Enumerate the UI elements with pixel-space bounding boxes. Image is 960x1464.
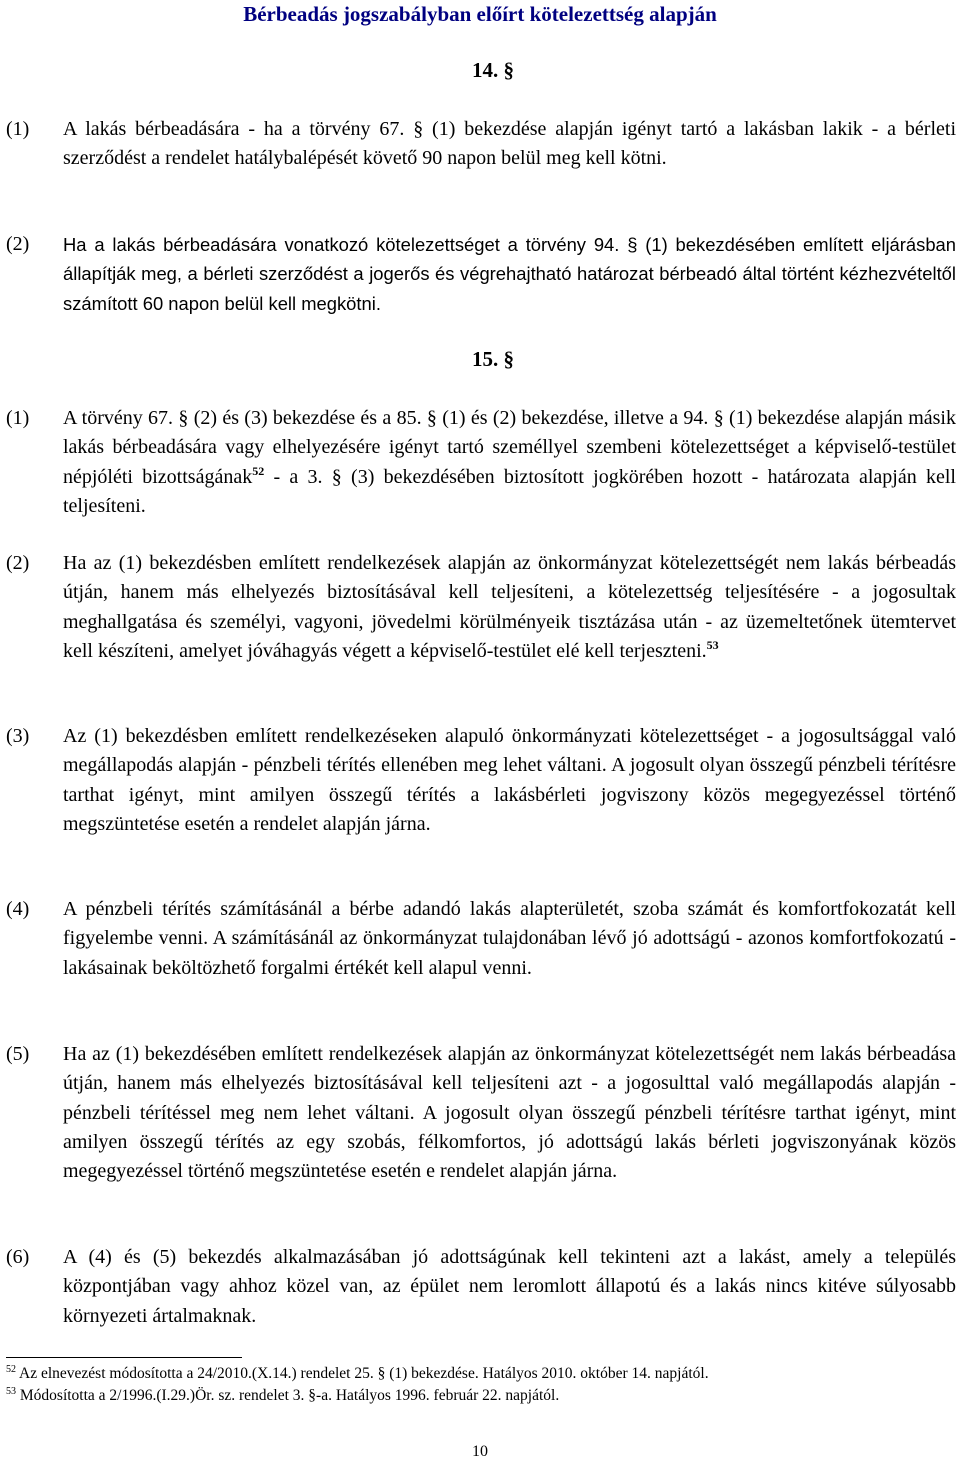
paragraph-text: Ha az (1) bekezdésben említett rendelkezések alapján az önkormányzat kötelezettségét nem lakás bérbeadás útján, hanem más elhelyezés biztosításával kell teljesíteni, a kötelezettség teljesítésére - a jogosultak meghallgatása és személyi, vagyoni, jövedelmi körülményeik tisztázása után - az üzemeltetőnek ütemtervet kell készíteni, amelyet jóváhagyás végett a képviselő-testület elé kell terjeszteni.$^{53}$ — [63, 552, 956, 662]
footnote-text: Módosította a 2/1996.(I.29.)Ör. sz. rendelet 3. §-a. Hatályos 1996. február 22. napjától. — [19, 1387, 560, 1404]
footnote-number: 52 — [6, 1364, 16, 1375]
section-heading-14: 14. § — [472, 58, 514, 82]
paragraph-text: A (4) és (5) bekezdés alkalmazásában jó adottságúnak kell tekinteni azt a lakást, amely a település központjában vagy ahhoz közel van, az épület nem leromlott állapotú és a lakás nincs kitéve súlyosabb környezeti ártalmaknak. — [63, 1246, 956, 1327]
paragraph-text: Ha az (1) bekezdésében említett rendelkezések alapján az önkormányzat kötelezettségét nem lakás bérbeadása útján, hanem más elhelyezés biztosításával kell teljesíteni azt - a jogosulttal való megállapodás alapján - pénzbeli térítéssel meg nem lehet váltani. A jogosult olyan összegű pénzbeli térítésre tarthat igényt, mint amilyen összegű térítés az egy szobás, félkomfortos, jó adottságú lakás bérleti jogviszonyának közös megegyezéssel történő megszüntetése esetén e rendelet alapján járna. — [63, 1043, 956, 1183]
paragraph-number: (1) — [6, 407, 30, 429]
paragraph-text: A lakás bérbeadására - ha a törvény 67. § (1) bekezdése alapján igényt tartó a lakásban lakik - a bérleti szerződést a rendelet hatálybalépését követő 90 napon belül meg kell kötni. — [63, 118, 956, 170]
page-number: 10 — [472, 1443, 488, 1460]
paragraph-number: (2) — [6, 233, 30, 255]
paragraph-text: Ha a lakás bérbeadására vonatkozó kötelezettséget a törvény 94. § (1) bekezdésében említett eljárásban állapítják meg, a bérleti szerződést a jogerős és végrehajtható határozat bérbeadó által történt kézhezvételtől számított 60 napon belül kell megkötni. — [63, 234, 956, 314]
footnote-divider — [6, 1357, 242, 1358]
paragraph-text: A pénzbeli térítés számításánál a bérbe adandó lakás alapterületét, szoba számát és komfortfokozatát kell figyelembe venni. A számításánál az önkormányzat tulajdonában lévő jó adottságú - azonos komfortfokozatú - lakásainak beköltözhető forgalmi értékét kell alapul venni. — [63, 898, 956, 979]
document-title: Bérbeadás jogszabályban előírt kötelezettség alapján — [243, 2, 717, 26]
footnote-text: Az elnevezést módosította a 24/2010.(X.14.) rendelet 25. § (1) bekezdése. Hatályos 2010. október 14. napjától. — [19, 1365, 709, 1382]
paragraph-number: (6) — [6, 1246, 30, 1268]
paragraph-15-2 — [6, 549, 956, 666]
footnote-52 — [6, 1365, 709, 1383]
paragraph-number: (1) — [6, 118, 30, 140]
paragraph-number: (5) — [6, 1043, 30, 1065]
footnote-ref-53[interactable]: 53 — [706, 637, 719, 652]
paragraph-15-3 — [6, 722, 956, 839]
paragraph-15-1 — [6, 404, 956, 521]
paragraph-15-4 — [6, 895, 956, 983]
section-heading-15: 15. § — [472, 347, 514, 371]
paragraph-15-5 — [6, 1040, 956, 1186]
footnote-53 — [6, 1387, 559, 1405]
footnote-ref-52[interactable]: 52 — [252, 463, 265, 478]
paragraph-text: Az (1) bekezdésben említett rendelkezéseken alapuló önkormányzati kötelezettséget - a jogosultsággal való megállapodás alapján - pénzbeli térítés ellenében meg lehet váltani. A jogosult olyan összegű pénzbeli térítésre tarthat igényt, mint amilyen összegű térítés a lakásbérleti jogviszony közös megegyezéssel történő megszüntetése esetén a rendelet alapján járna. — [63, 725, 956, 835]
paragraph-number: (2) — [6, 552, 30, 574]
footnote-number: 53 — [6, 1386, 16, 1397]
paragraph-15-6 — [6, 1243, 956, 1331]
paragraph-number: (3) — [6, 725, 30, 747]
paragraph-text: A törvény 67. § (2) és (3) bekezdése és a 85. § (1) és (2) bekezdése, illetve a 94. § (1) bekezdése alapján másik lakás bérbeadására vagy elhelyezésére igényt tartó személlyel szembeni kötelezettséget a képviselő-testület népjóléti bizottságának$^{52}$ - a 3. § (3) bekezdésében biztosított jogkörében hozott - határozata alapján kell teljesíteni. — [63, 407, 956, 517]
paragraph-number: (4) — [6, 898, 30, 920]
paragraph-14-2 — [6, 230, 956, 318]
paragraph-14-1 — [6, 115, 956, 174]
